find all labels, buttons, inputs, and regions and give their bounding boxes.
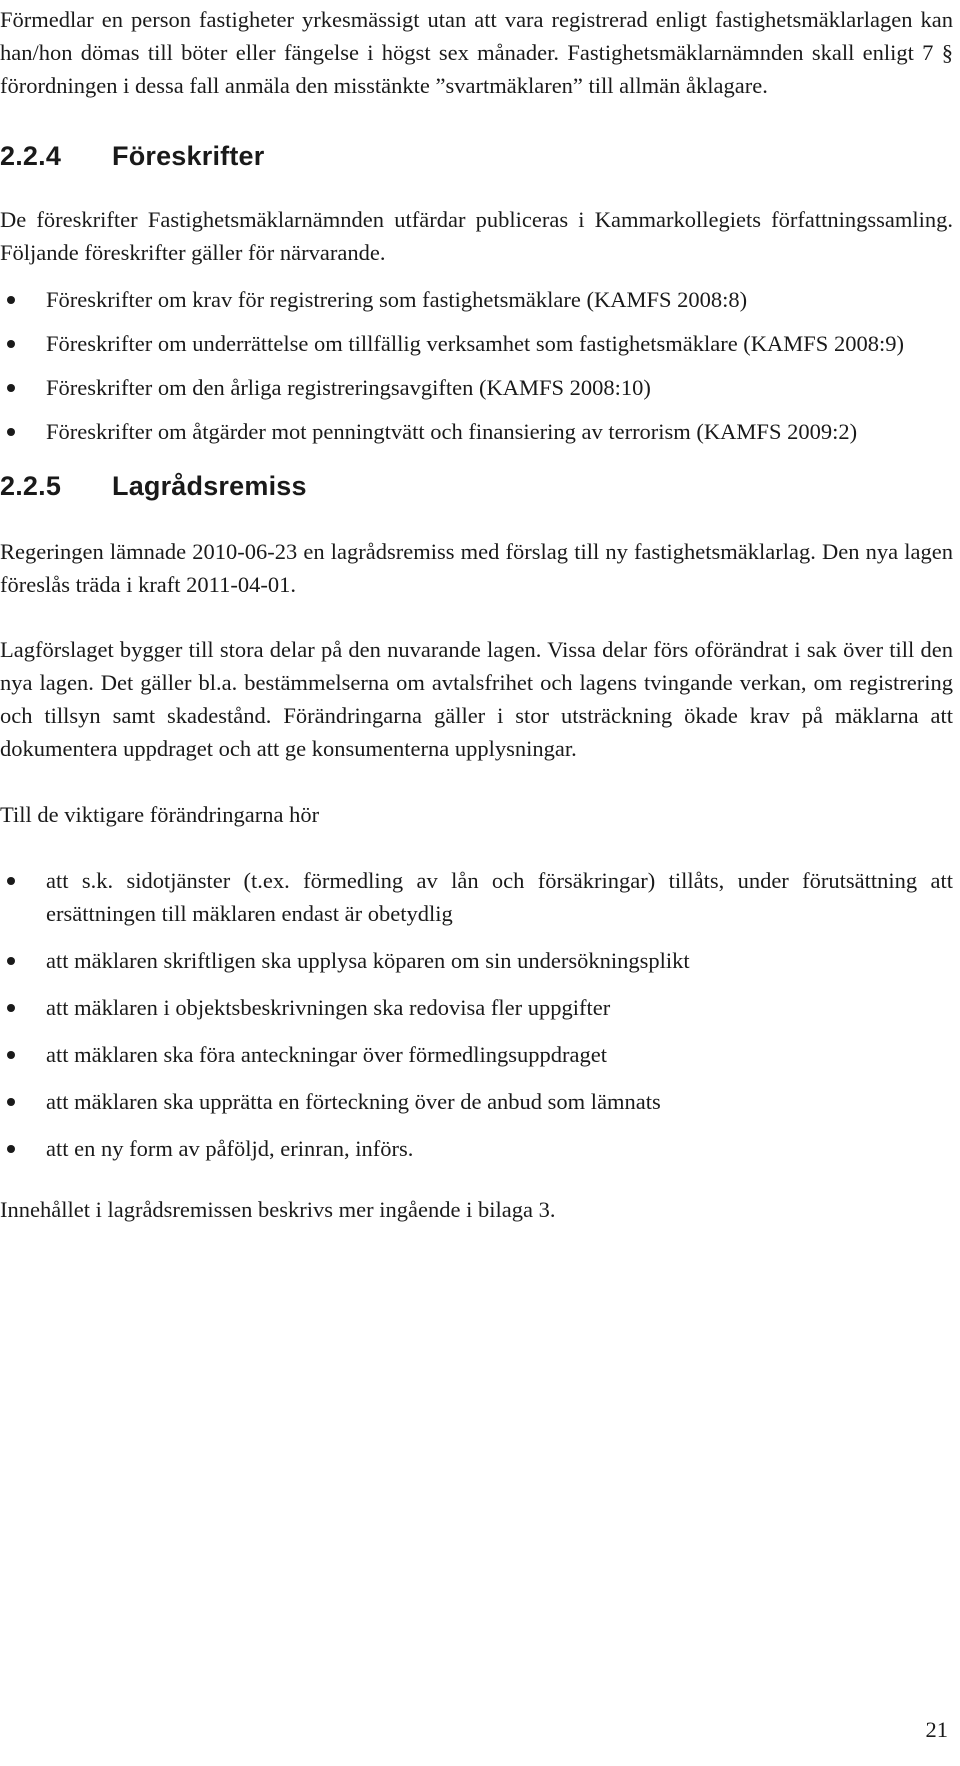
list-item-text: att en ny form av påföljd, erinran, införs. — [46, 1136, 414, 1161]
section-2-2-5-paragraph-3: Till de viktigare förändringarna hör — [0, 802, 320, 827]
bullet-icon — [7, 1051, 15, 1059]
list-item — [0, 944, 953, 977]
list-item — [0, 327, 953, 360]
regulations-list — [0, 283, 953, 448]
list-item-text: att s.k. sidotjänster (t.ex. förmedling av lån och försäkringar) tillåts, under förutsättning att ersättningen till mäklaren endast är obetydlig — [46, 868, 953, 926]
list-item-text: Föreskrifter om den årliga registreringsavgiften (KAMFS 2008:10) — [46, 375, 651, 400]
bullet-icon — [7, 1098, 15, 1106]
list-item-text: att mäklaren i objektsbeskrivningen ska redovisa fler uppgifter — [46, 995, 611, 1020]
section-title: Föreskrifter — [112, 141, 265, 171]
list-item-text: Föreskrifter om åtgärder mot penningtvätt och finansiering av terrorism (KAMFS 2009:2) — [46, 419, 858, 444]
section-2-2-4-paragraph: De föreskrifter Fastighetsmäklarnämnden utfärdar publiceras i Kammarkollegiets författningssamling. Följande föreskrifter gäller för närvarande. — [0, 207, 953, 265]
list-item — [0, 1038, 953, 1071]
list-item-text: att mäklaren skriftligen ska upplysa köparen om sin undersökningsplikt — [46, 948, 690, 973]
section-2-2-5-paragraph-1: Regeringen lämnade 2010-06-23 en lagrådsremiss med förslag till ny fastighetsmäklarlag. Den nya lagen föreslås träda i kraft 2011-04-01. — [0, 539, 953, 597]
list-item — [0, 991, 953, 1024]
list-item — [0, 864, 953, 930]
section-2-2-5-paragraph-2: Lagförslaget bygger till stora delar på den nuvarande lagen. Vissa delar förs oförändrat i sak över till den nya lagen. Det gäller bl.a. bestämmelserna om avtalsfrihet och lagens tvingande verkan, om registrering och tillsyn samt skadestånd. Förändringarna gäller i stor utsträckning ökade krav på mäklarna att dokumentera uppdraget och att ge konsumenterna upplysningar. — [0, 637, 953, 761]
section-heading-2-2-4 — [0, 139, 953, 173]
list-item-text: att mäklaren ska föra anteckningar över förmedlingsuppdraget — [46, 1042, 608, 1067]
list-item — [0, 283, 953, 316]
section-number: 2.2.5 — [0, 471, 62, 501]
list-item-text: Föreskrifter om krav för registrering som fastighetsmäklare (KAMFS 2008:8) — [46, 287, 748, 312]
intro-paragraph: Förmedlar en person fastigheter yrkesmässigt utan att vara registrerad enligt fastighetsmäklarlagen kan han/hon dömas till böter eller fängelse i högst sex månader. Fastighetsmäklarnämnden skall enligt 7 § förordningen i dessa fall anmäla den misstänkte ”svartmäklaren” till allmän åklagare. — [0, 7, 953, 98]
list-item — [0, 415, 953, 448]
bullet-icon — [7, 1145, 15, 1153]
section-title: Lagrådsremiss — [112, 471, 307, 501]
bullet-icon — [7, 296, 15, 304]
bullet-icon — [7, 384, 15, 392]
page-number: 21 — [925, 1717, 948, 1742]
bullet-icon — [7, 957, 15, 965]
list-item-text: Föreskrifter om underrättelse om tillfällig verksamhet som fastighetsmäklare (KAMFS 2008:9) — [46, 331, 904, 356]
section-heading-2-2-5 — [0, 469, 953, 503]
changes-list — [0, 864, 953, 1165]
bullet-icon — [7, 340, 15, 348]
bullet-icon — [7, 428, 15, 436]
bullet-icon — [7, 877, 15, 885]
list-item-text: att mäklaren ska upprätta en förteckning över de anbud som lämnats — [46, 1089, 661, 1114]
list-item — [0, 1132, 953, 1165]
list-item — [0, 1085, 953, 1118]
list-item — [0, 371, 953, 404]
closing-paragraph: Innehållet i lagrådsremissen beskrivs mer ingående i bilaga 3. — [0, 1197, 556, 1222]
section-number: 2.2.4 — [0, 141, 62, 171]
bullet-icon — [7, 1004, 15, 1012]
